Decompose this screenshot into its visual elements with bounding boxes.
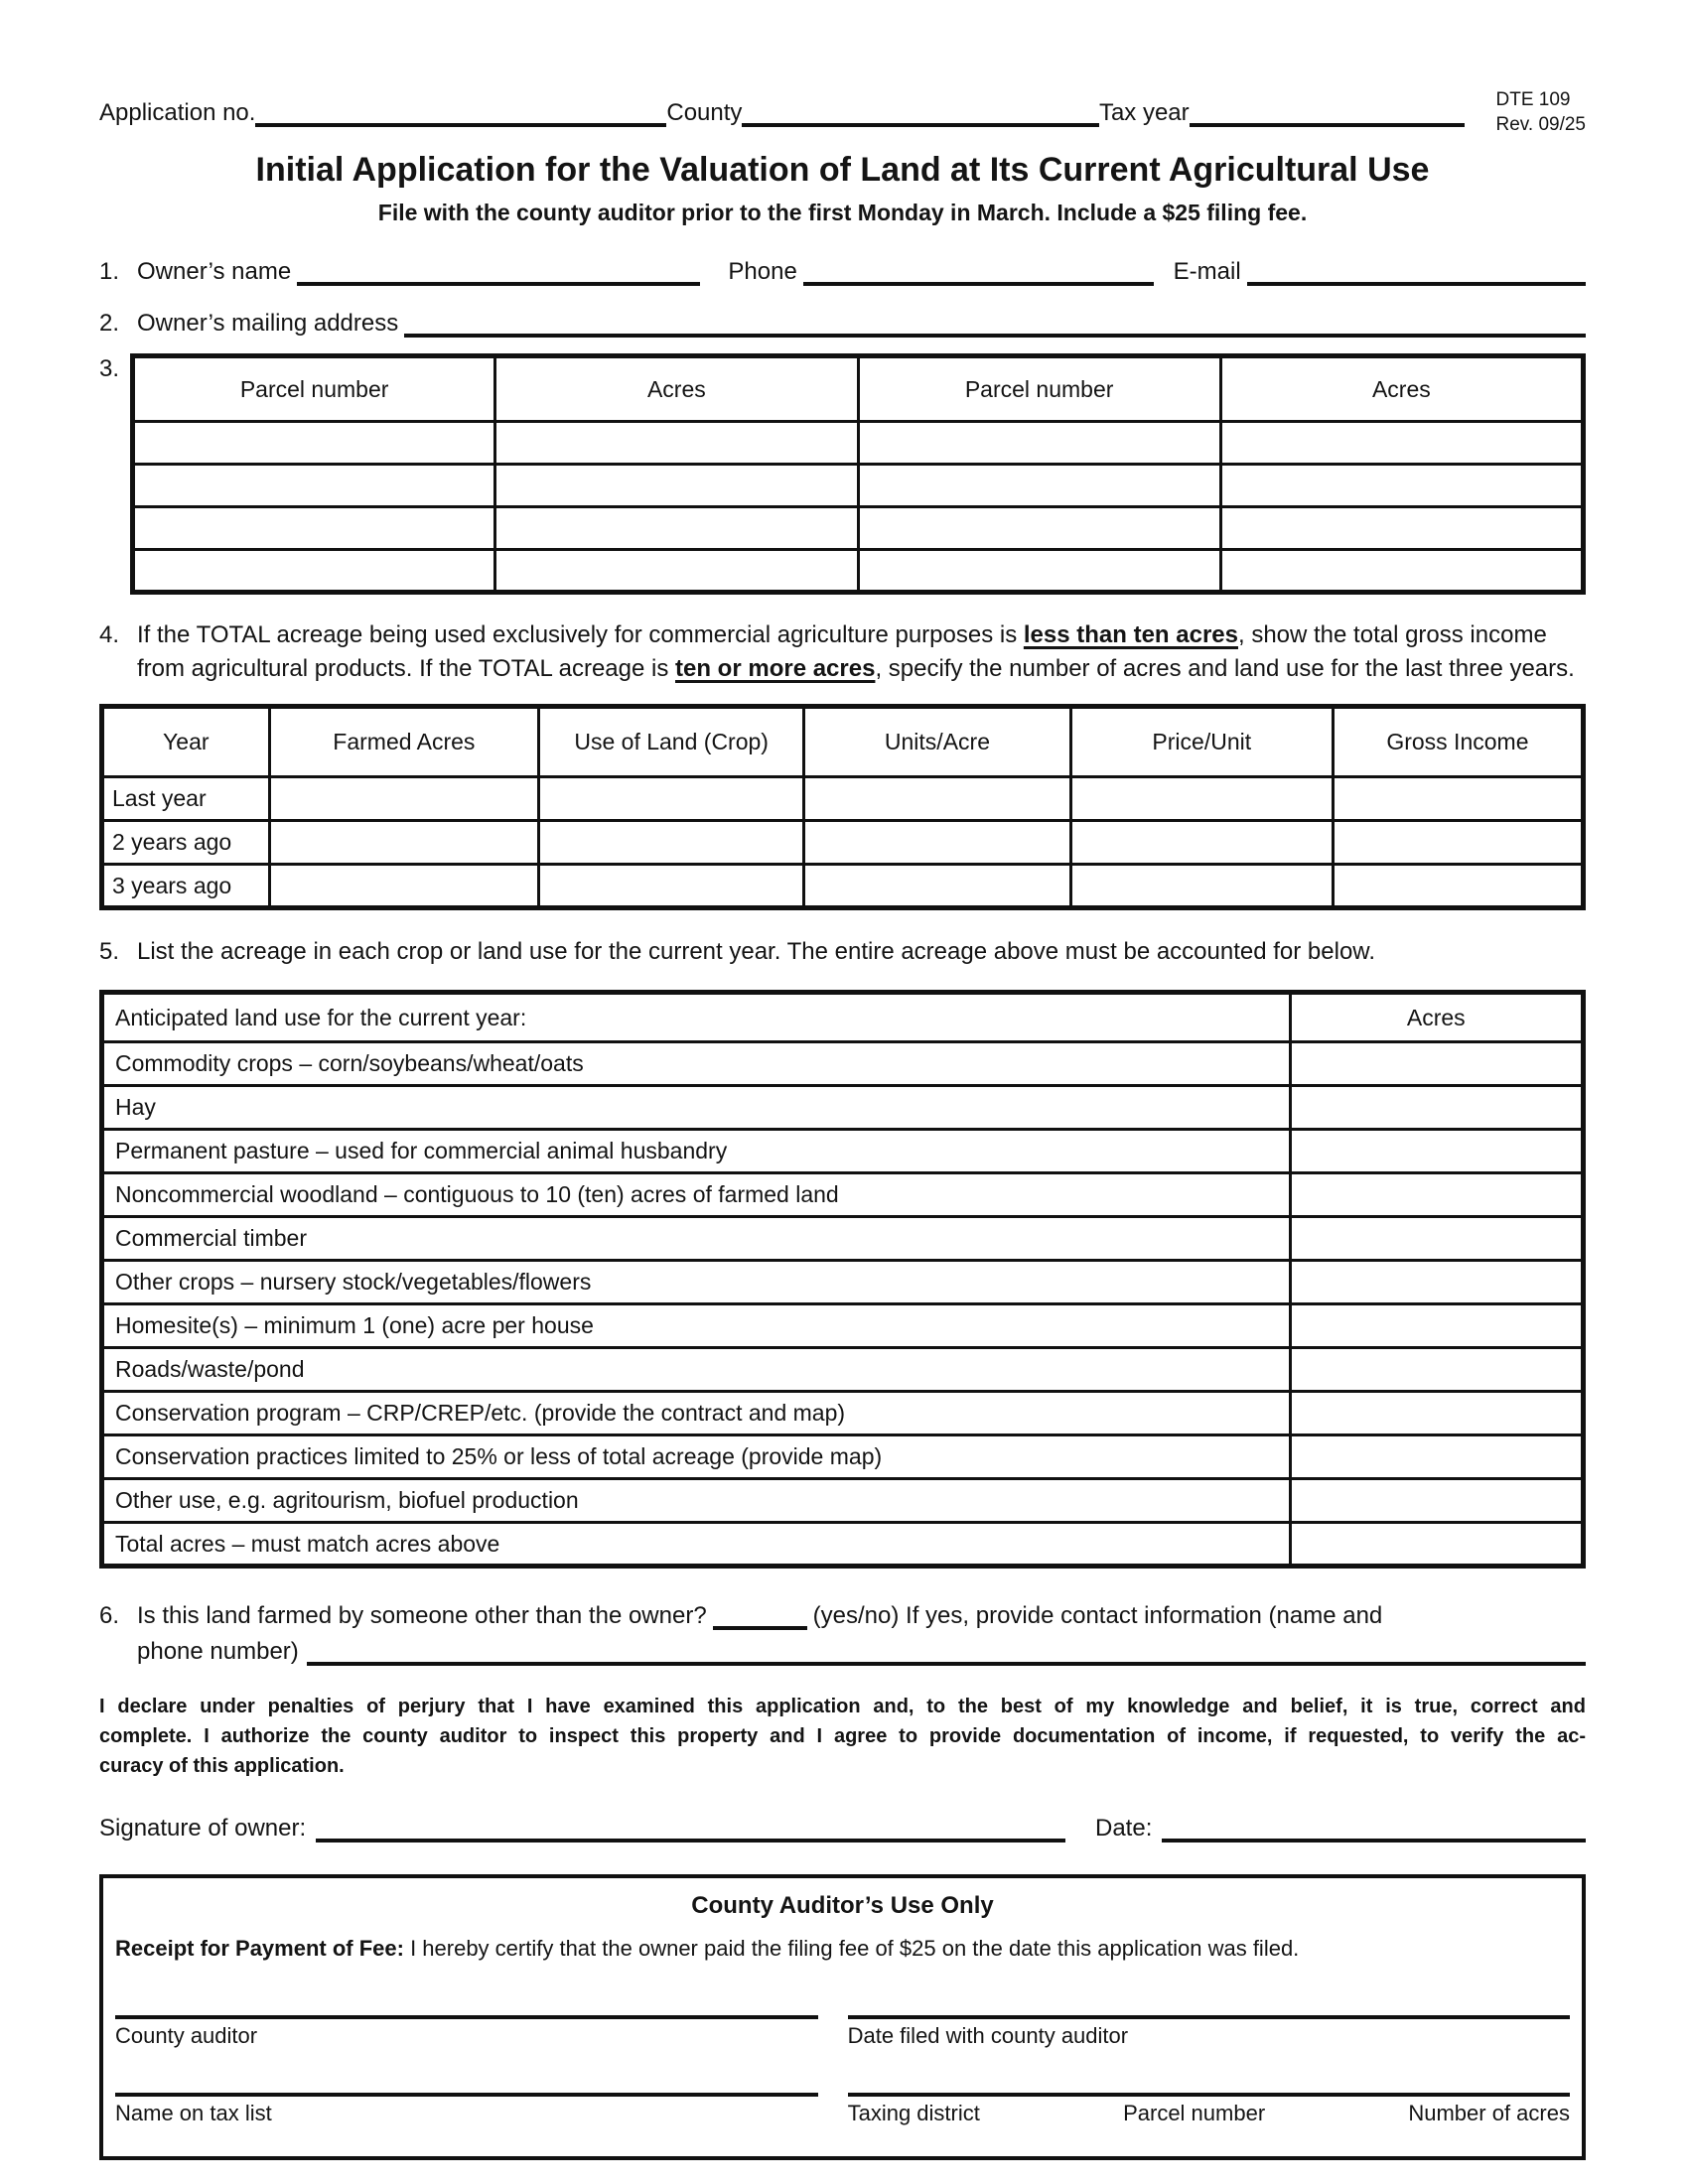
parcel-table-row	[133, 422, 1584, 465]
parcel-cell[interactable]	[133, 550, 495, 593]
acres-cell[interactable]	[1220, 507, 1583, 550]
top-header-row	[99, 89, 1586, 135]
acres-header: Acres	[495, 356, 858, 422]
ten-or-more-acres-emphasis: ten or more acres	[675, 655, 876, 682]
acres-cell[interactable]	[1290, 1217, 1583, 1261]
date-filed-col	[848, 2015, 1570, 2049]
gross-income-cell[interactable]	[1333, 865, 1583, 908]
income-table	[99, 704, 1586, 910]
auditor-line-row-2	[115, 2093, 1570, 2126]
landuse-row-label: Conservation practices limited to 25% or less of total acreage (provide map)	[102, 1435, 1291, 1479]
landuse-row-conservation-program	[102, 1392, 1584, 1435]
acres-cell[interactable]	[1290, 1130, 1583, 1173]
item-4-text-part: , specify the number of acres and land use for the last three years.	[875, 655, 1575, 682]
parcel-table-row	[133, 550, 1584, 593]
parcel-table-row	[133, 507, 1584, 550]
acres-cell[interactable]	[1290, 1086, 1583, 1130]
landuse-row-roads-waste-pond	[102, 1348, 1584, 1392]
landuse-row-hay	[102, 1086, 1584, 1130]
acres-cell[interactable]	[1220, 465, 1583, 507]
acres-cell[interactable]	[495, 422, 858, 465]
item-2-row	[99, 304, 1586, 338]
email-label: E-mail	[1173, 258, 1241, 285]
use-of-land-cell[interactable]	[539, 821, 804, 865]
acres-cell[interactable]	[1220, 422, 1583, 465]
acres-cell[interactable]	[495, 465, 858, 507]
gross-income-cell[interactable]	[1333, 821, 1583, 865]
acres-cell[interactable]	[495, 507, 858, 550]
receipt-text: I hereby certify that the owner paid the filing fee of $25 on the date this application was filed.	[403, 1936, 1300, 1961]
year-row-label: 3 years ago	[102, 865, 270, 908]
parcel-table-row	[133, 465, 1584, 507]
landuse-row-noncommercial-woodland	[102, 1173, 1584, 1217]
declaration-line: complete. I authorize the county auditor to inspect this property and I agree to provide documentation of income, if requested, to verify the ac-	[99, 1725, 1586, 1747]
parcel-number-header: Parcel number	[858, 356, 1220, 422]
parcel-table-header	[133, 356, 1584, 422]
form-revision: Rev. 09/25	[1495, 114, 1586, 135]
item-4-text-part: , show the total gross income from agricultural products. If the TOTAL acreage is	[137, 621, 1547, 682]
acres-cell[interactable]	[1290, 1479, 1583, 1523]
landuse-row-label: Homesite(s) – minimum 1 (one) acre per house	[102, 1304, 1291, 1348]
year-header: Year	[102, 707, 270, 777]
landuse-row-other-use	[102, 1479, 1584, 1523]
phone-field[interactable]	[803, 276, 1154, 286]
signature-row	[99, 1807, 1586, 1843]
landuse-row-label: Other crops – nursery stock/vegetables/flowers	[102, 1261, 1291, 1304]
year-row-label: Last year	[102, 777, 270, 821]
landuse-row-label: Noncommercial woodland – contiguous to 10 (ten) acres of farmed land	[102, 1173, 1291, 1217]
form-number-block	[1496, 87, 1586, 137]
county-auditor-field[interactable]	[115, 2015, 818, 2019]
county-auditor-box	[99, 1874, 1586, 2160]
landuse-row-commodity-crops	[102, 1042, 1584, 1086]
tax-year-field[interactable]	[1190, 117, 1465, 127]
landuse-row-permanent-pasture	[102, 1130, 1584, 1173]
acres-cell[interactable]	[495, 550, 858, 593]
use-of-land-cell[interactable]	[539, 865, 804, 908]
item-6-row-2	[99, 1630, 1586, 1666]
date-filed-label: Date filed with county auditor	[847, 2023, 1129, 2048]
acres-cell[interactable]	[1290, 1435, 1583, 1479]
parcel-number-header: Parcel number	[133, 356, 495, 422]
landuse-row-conservation-practices	[102, 1435, 1584, 1479]
item-4-text	[99, 618, 1586, 686]
income-row-last-year	[102, 777, 1584, 821]
parcel-cell[interactable]	[858, 550, 1220, 593]
price-unit-cell[interactable]	[1070, 865, 1333, 908]
farmed-acres-cell[interactable]	[269, 777, 539, 821]
use-of-land-cell[interactable]	[539, 777, 804, 821]
name-tax-list-col	[115, 2093, 818, 2126]
parcel-cell[interactable]	[858, 465, 1220, 507]
landuse-row-commercial-timber	[102, 1217, 1584, 1261]
landuse-table-header	[102, 993, 1584, 1042]
parcel-number-label: Parcel number	[1123, 2101, 1266, 2125]
receipt-statement	[115, 1936, 1570, 1962]
use-of-land-header: Use of Land (Crop)	[539, 707, 804, 777]
phone-label: Phone	[728, 258, 797, 285]
item-5-text-content: List the acreage in each crop or land use for the current year. The entire acreage above must be accounted for below.	[137, 938, 1375, 965]
parcel-cell[interactable]	[133, 465, 495, 507]
acres-cell[interactable]	[1290, 1261, 1583, 1304]
item-6-row	[99, 1596, 1586, 1630]
landuse-row-label: Commercial timber	[102, 1217, 1291, 1261]
mailing-address-label: Owner’s mailing address	[137, 310, 399, 337]
form-number: DTE 109	[1495, 89, 1571, 110]
parcel-cell[interactable]	[133, 507, 495, 550]
item-5-text	[99, 938, 1586, 966]
farmed-by-other-label: Is this land farmed by someone other than the owner?	[137, 1602, 707, 1629]
landuse-row-homesites	[102, 1304, 1584, 1348]
units-acre-cell[interactable]	[804, 821, 1071, 865]
date-label: Date:	[1095, 1815, 1153, 1842]
county-auditor-col	[115, 2015, 818, 2049]
signature-field[interactable]	[316, 1833, 1065, 1843]
owner-name-field[interactable]	[297, 276, 700, 286]
phone-number-label: phone number)	[137, 1638, 299, 1665]
contact-info-field[interactable]	[307, 1656, 1586, 1666]
owner-name-label: Owner’s name	[137, 258, 292, 285]
item-4-text-part: If the TOTAL acreage being used exclusively for commercial agriculture purposes is	[137, 621, 1024, 648]
acres-cell[interactable]	[1290, 1173, 1583, 1217]
item-2-number: 2.	[99, 310, 120, 337]
item-3-number: 3.	[99, 355, 120, 382]
landuse-row-total-acres	[102, 1523, 1584, 1567]
farmed-acres-header: Farmed Acres	[269, 707, 539, 777]
landuse-row-other-crops	[102, 1261, 1584, 1304]
yes-no-field[interactable]	[713, 1620, 807, 1630]
income-table-header	[102, 707, 1584, 777]
acres-cell[interactable]	[1290, 1348, 1583, 1392]
parcel-cell[interactable]	[858, 422, 1220, 465]
name-on-tax-list-field[interactable]	[115, 2093, 818, 2097]
declaration-line: curacy of this application.	[99, 1755, 345, 1777]
form-subtitle: File with the county auditor prior to the first Monday in March. Include a $25 filing fee.	[377, 200, 1308, 225]
taxing-district-label: Taxing district	[847, 2101, 980, 2125]
date-filed-field[interactable]	[848, 2015, 1570, 2019]
landuse-row-label: Other use, e.g. agritourism, biofuel production	[102, 1479, 1291, 1523]
county-field[interactable]	[742, 117, 1099, 127]
email-field[interactable]	[1247, 276, 1586, 286]
units-acre-cell[interactable]	[804, 865, 1071, 908]
landuse-row-label: Hay	[102, 1086, 1291, 1130]
farmed-acres-cell[interactable]	[269, 865, 539, 908]
farmed-acres-cell[interactable]	[269, 821, 539, 865]
application-no-field[interactable]	[255, 117, 666, 127]
price-unit-cell[interactable]	[1070, 777, 1333, 821]
anticipated-landuse-header: Anticipated land use for the current year:	[102, 993, 1291, 1042]
year-row-label: 2 years ago	[102, 821, 270, 865]
landuse-row-label: Commodity crops – corn/soybeans/wheat/oats	[102, 1042, 1291, 1086]
district-parcel-acres-col	[848, 2093, 1570, 2126]
form-title: Initial Application for the Valuation of Land at Its Current Agricultural Use	[255, 151, 1430, 189]
number-of-acres-label: Number of acres	[1408, 2101, 1570, 2125]
item-1-number: 1.	[99, 258, 120, 285]
tax-year-label: Tax year	[1098, 99, 1190, 126]
income-row-3-years-ago	[102, 865, 1584, 908]
item-3-section	[99, 353, 1586, 595]
parcel-table	[130, 353, 1586, 595]
price-unit-header: Price/Unit	[1070, 707, 1333, 777]
yes-no-hint: (yes/no) If yes, provide contact information (name and	[812, 1602, 1383, 1629]
application-no-label: Application no.	[99, 99, 256, 126]
district-parcel-acres-labels	[848, 2101, 1570, 2126]
signature-label: Signature of owner:	[99, 1815, 307, 1842]
landuse-row-label: Conservation program – CRP/CREP/etc. (provide the contract and map)	[102, 1392, 1291, 1435]
landuse-row-label: Permanent pasture – used for commercial animal husbandry	[102, 1130, 1291, 1173]
acres-header: Acres	[1220, 356, 1583, 422]
acres-header: Acres	[1290, 993, 1583, 1042]
acres-cell[interactable]	[1220, 550, 1583, 593]
item-1-row	[99, 252, 1586, 286]
units-acre-header: Units/Acre	[804, 707, 1071, 777]
mailing-address-field[interactable]	[404, 328, 1586, 338]
acres-cell[interactable]	[1290, 1523, 1583, 1567]
item-6-number: 6.	[99, 1602, 120, 1629]
units-acre-cell[interactable]	[804, 777, 1071, 821]
parcel-cell[interactable]	[133, 422, 495, 465]
declaration-text	[99, 1692, 1586, 1781]
parcel-cell[interactable]	[858, 507, 1220, 550]
auditor-line-row-1	[115, 2015, 1570, 2049]
landuse-row-label: Roads/waste/pond	[102, 1348, 1291, 1392]
county-auditor-label: County auditor	[115, 2023, 258, 2048]
date-field[interactable]	[1162, 1833, 1586, 1843]
acres-cell[interactable]	[1290, 1304, 1583, 1348]
gross-income-header: Gross Income	[1333, 707, 1583, 777]
receipt-label: Receipt for Payment of Fee:	[115, 1936, 404, 1961]
acres-cell[interactable]	[1290, 1392, 1583, 1435]
auditor-box-title: County Auditor’s Use Only	[691, 1892, 994, 1919]
declaration-line: I declare under penalties of perjury that I have examined this application and, to the best of my knowledge and belief, it is true, correct and	[99, 1696, 1586, 1717]
name-on-tax-list-label: Name on tax list	[115, 2101, 272, 2125]
price-unit-cell[interactable]	[1070, 821, 1333, 865]
gross-income-cell[interactable]	[1333, 777, 1583, 821]
item-4-number: 4.	[99, 621, 120, 648]
acres-cell[interactable]	[1290, 1042, 1583, 1086]
district-parcel-acres-field[interactable]	[848, 2093, 1570, 2097]
item-5-number: 5.	[99, 938, 120, 965]
less-than-ten-acres-emphasis: less than ten acres	[1023, 621, 1238, 648]
landuse-row-label: Total acres – must match acres above	[102, 1523, 1291, 1567]
landuse-table	[99, 990, 1586, 1569]
county-label: County	[666, 99, 743, 126]
income-row-2-years-ago	[102, 821, 1584, 865]
